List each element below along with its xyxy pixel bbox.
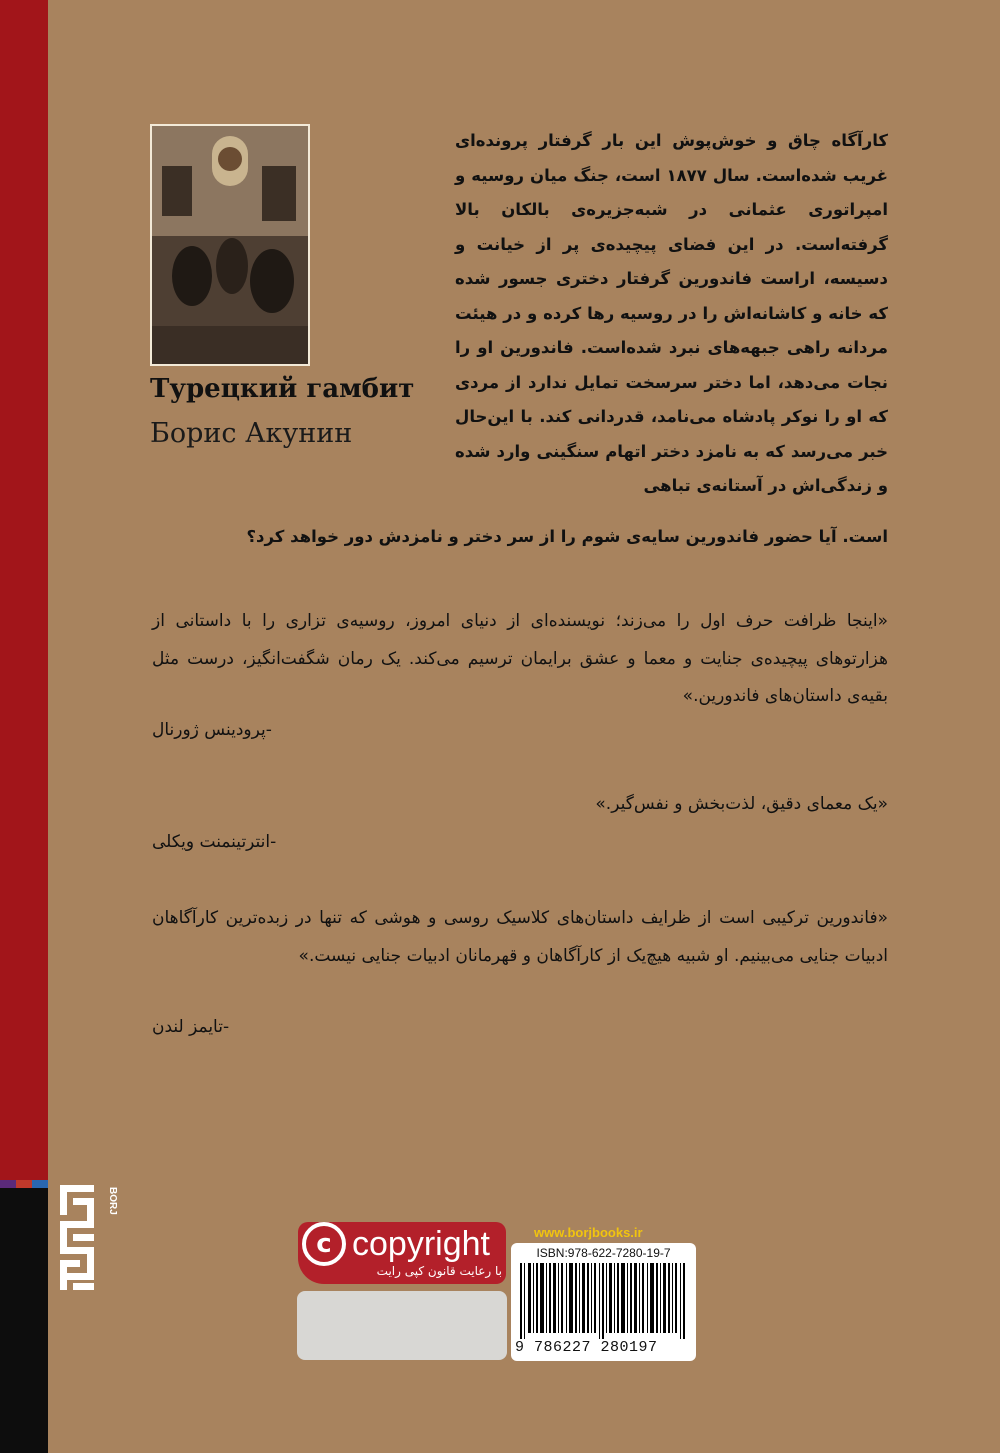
spine-color-strip (0, 1180, 48, 1188)
spine-black-band (0, 1188, 48, 1453)
price-sticker-area (297, 1291, 507, 1360)
borj-publisher-logo (58, 1183, 118, 1293)
copyright-badge (298, 1222, 506, 1284)
review-source (152, 832, 888, 852)
copyright-icon: c (302, 1222, 346, 1266)
review-source-label: -تایمز لندن (152, 1017, 230, 1037)
publisher-website: www.borjbooks.ir (534, 1225, 643, 1240)
isbn-label: ISBN:978-622-7280-19-7 (536, 1246, 671, 1260)
synopsis-text: کارآگاه چاق و خوش‌پوش این بار گرفتار پرونده‌ای غریب شده‌است. سال ۱۸۷۷ است، جنگ میان روسیه و امپراتوری عثمانی در شبه‌جزیره‌ی بالکان بالا گرفته‌است. در این فضای پیچیده‌ی پر از خیانت و دسیسه، اراست فاندورین گرفتار دختری جسور شده که خانه و کاشانه‌اش را در روسیه رها کرده و در هیئت مردانه راهی جبهه‌های نبرد شده‌است. فاندورین او را نجات می‌دهد، اما دختر سرسخت تمایل ندارد از مردی که او را نوکر پادشاه می‌نامد، قدردانی کند. با این‌حال خبر می‌رسد که به نامزد دختر اتهام سنگینی وارد شده و زندگی‌اش در آستانه‌ی تباهی (455, 131, 888, 495)
logo-text: BORJ (107, 1187, 118, 1215)
engraving-scene-image (152, 126, 308, 364)
spine-red-band (0, 0, 48, 1180)
review-quote: «یک معمای دقیق، لذت‌بخش و نفس‌گیر.» (595, 794, 888, 814)
book-title-russian: Турецкий гамбит (150, 374, 415, 404)
synopsis-last-line: است. آیا حضور فاندورین سایه‌ی شوم را از سر دختر و نامزدش دور خواهد کرد؟ (246, 527, 888, 546)
review-quote: «فاندورین ترکیبی است از ظرایف داستان‌های کلاسیک روسی و هوشی که تنها در زبده‌ترین کارآگاهان ادبیات جنایی می‌بینیم. او شبیه هیچ‌یک از کارآگاهان و قهرمانان ادبیات جنایی نیست.» (152, 908, 888, 966)
barcode-bars (520, 1263, 688, 1339)
review-source-label: -پرودینس ژورنال (152, 720, 272, 740)
book-author-russian: Борис Акунин (150, 418, 353, 449)
isbn-barcode (511, 1243, 696, 1361)
copyright-subtitle: با رعایت قانون کپی رایت (376, 1264, 502, 1278)
cover-illustration (150, 124, 310, 366)
review-quote: «اینجا ظرافت حرف اول را می‌زند؛ نویسنده‌ای از دنیای امروز، روسیه‌ی تزاری را با داستانی از هزارتوهای پیچیده‌ی جنایت و معما و عشق برایمان ترسیم می‌کند. یک رمان شگفت‌انگیز، درست مثل بقیه‌ی داستان‌های فاندورین.» (152, 611, 888, 706)
copyright-label: copyright (352, 1225, 490, 1263)
barcode-digits: 9 786227 280197 (515, 1339, 658, 1356)
review-source (152, 720, 888, 740)
review-source (152, 1017, 888, 1037)
review-source-label: -انترتینمنت ویکلی (152, 832, 277, 852)
